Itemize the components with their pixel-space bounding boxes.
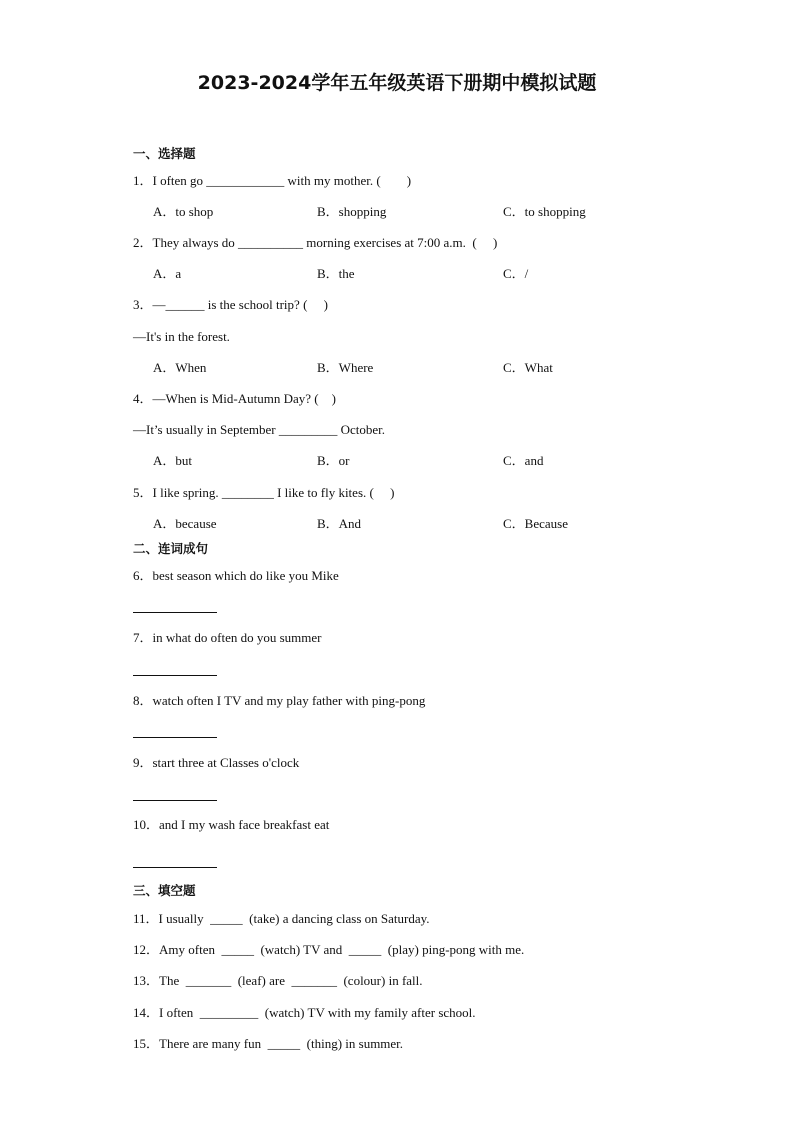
q2-option-b: B．the [317, 266, 355, 281]
question-7: 7．in what do often do you summer [133, 630, 322, 645]
answer-line-6[interactable] [133, 611, 217, 613]
question-2: 2．They always do __________ morning exercises at 7:00 a.m. ( ) [133, 235, 498, 250]
q4-option-c: C．and [503, 453, 544, 468]
section-heading-fill: 三、填空题 [133, 883, 196, 898]
q3-option-a: A．When [153, 360, 207, 375]
q2-option-a: A．a [153, 266, 182, 281]
q3-option-c: C．What [503, 360, 553, 375]
question-4: 4．—When is Mid-Autumn Day? ( ) [133, 391, 336, 406]
page-title: 2023-2024学年五年级英语下册期中模拟试题 [197, 72, 597, 94]
q4-option-a: A．but [153, 453, 193, 468]
section-heading-sentence: 二、连词成句 [133, 541, 209, 556]
q4-option-b: B．or [317, 453, 350, 468]
question-8: 8．watch often I TV and my play father with ping-pong [133, 693, 426, 708]
question-3: 3．—______ is the school trip? ( ) [133, 297, 328, 312]
q5-option-c: C．Because [503, 516, 568, 531]
question-11: 11．I usually _____ (take) a dancing class on Saturday. [133, 911, 430, 926]
answer-line-9[interactable] [133, 799, 217, 801]
question-5: 5．I like spring. ________ I like to fly kites. ( ) [133, 485, 395, 500]
answer-line-7[interactable] [133, 674, 217, 676]
section-heading-choice: 一、选择题 [133, 146, 196, 161]
q1-option-c: C．to shopping [503, 204, 586, 219]
question-13: 13．The _______ (leaf) are _______ (colour) in fall. [133, 973, 423, 988]
q2-option-c: C．/ [503, 266, 529, 281]
question-4-line-2: —It’s usually in September _________ October. [133, 422, 386, 437]
question-15: 15．There are many fun _____ (thing) in summer. [133, 1036, 404, 1051]
answer-line-8[interactable] [133, 736, 217, 738]
answer-line-10[interactable] [133, 866, 217, 868]
question-10: 10．and I my wash face breakfast eat [133, 817, 330, 832]
question-1: 1．I often go ____________ with my mother. ( ) [133, 173, 412, 188]
q5-option-a: A．because [153, 516, 217, 531]
question-3-line-2: —It's in the forest. [133, 329, 230, 344]
question-6: 6．best season which do like you Mike [133, 568, 339, 583]
q5-option-b: B．And [317, 516, 362, 531]
question-14: 14．I often _________ (watch) TV with my family after school. [133, 1005, 476, 1020]
q1-option-a: A．to shop [153, 204, 214, 219]
question-12: 12．Amy often _____ (watch) TV and _____ (play) ping-pong with me. [133, 942, 525, 957]
q1-option-b: B．shopping [317, 204, 387, 219]
question-9: 9．start three at Classes o'clock [133, 755, 300, 770]
q3-option-b: B．Where [317, 360, 374, 375]
